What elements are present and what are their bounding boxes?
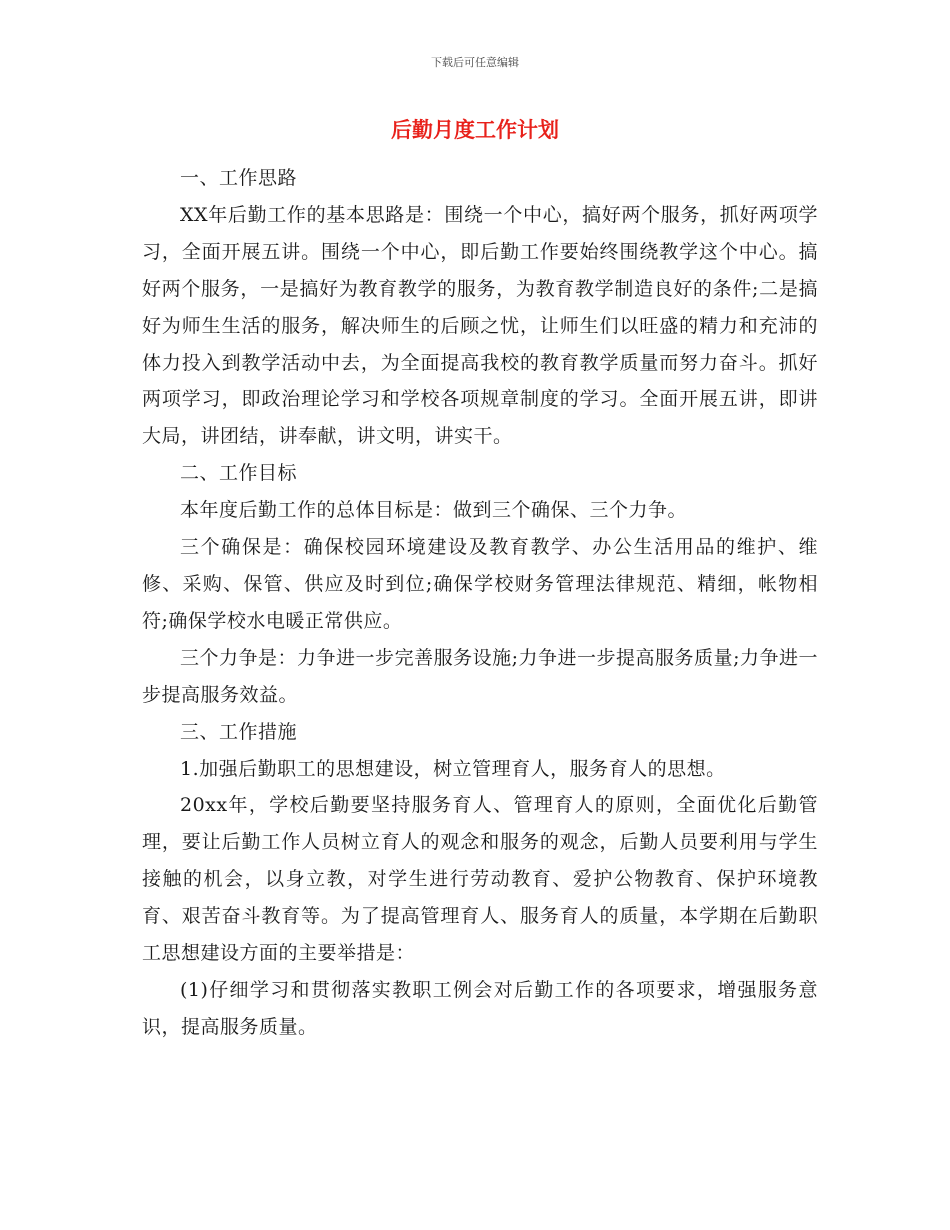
paragraph-approach: XX年后勤工作的基本思路是：围绕一个中心，搞好两个服务，抓好两项学习，全面开展五讲。围绕一个中心，即后勤工作要始终围绕教学这个中心。搞好两个服务，一是搞好为教育教学的服务，为教育教学制造良好的条件;二是搞好为师生生活的服务，解决师生的后顾之忧，让师生们以旺盛的精力和充沛的体力投入到教学活动中去，为全面提高我校的教育教学质量而努力奋斗。抓好两项学习，即政治理论学习和学校各项规章制度的学习。全面开展五讲，即讲大局，讲团结，讲奉献，讲文明，讲实干。 [142, 203, 818, 448]
section-heading-measures: 三、工作措施 [180, 720, 298, 743]
document-title: 后勤月度工作计划 [391, 118, 559, 142]
header-note: 下载后可任意编辑 [431, 56, 519, 69]
section-heading-goals: 二、工作目标 [180, 462, 298, 485]
paragraph-measure-1: 1.加强后勤职工的思想建设，树立管理育人，服务育人的思想。 [180, 757, 726, 780]
paragraph-three-strives: 三个力争是：力争进一步完善服务设施;力争进一步提高服务质量;力争进一步提高服务效益。 [142, 646, 818, 706]
section-heading-approach: 一、工作思路 [180, 167, 298, 189]
paragraph-goals-overall: 本年度后勤工作的总体目标是：做到三个确保、三个力争。 [180, 499, 688, 522]
paragraph-measure-1-detail: 20xx年，学校后勤要坚持服务育人、管理育人的原则，全面优化后勤管理，要让后勤工作人员树立育人的观念和服务的观念，后勤人员要利用与学生接触的机会，以身立教，对学生进行劳动教育、爱护公物教育、保护环境教育、艰苦奋斗教育等。为了提高管理育人、服务育人的质量，本学期在后勤职工思想建设方面的主要举措是： [142, 794, 818, 965]
paragraph-three-ensures: 三个确保是：确保校园环境建设及教育教学、办公生活用品的维护、维修、采购、保管、供应及时到位;确保学校财务管理法律规范、精细，帐物相符;确保学校水电暖正常供应。 [142, 536, 818, 632]
document-body [142, 160, 818, 1046]
paragraph-measure-1-item-1: (1)仔细学习和贯彻落实教职工例会对后勤工作的各项要求，增强服务意识，提高服务质量。 [142, 978, 818, 1038]
